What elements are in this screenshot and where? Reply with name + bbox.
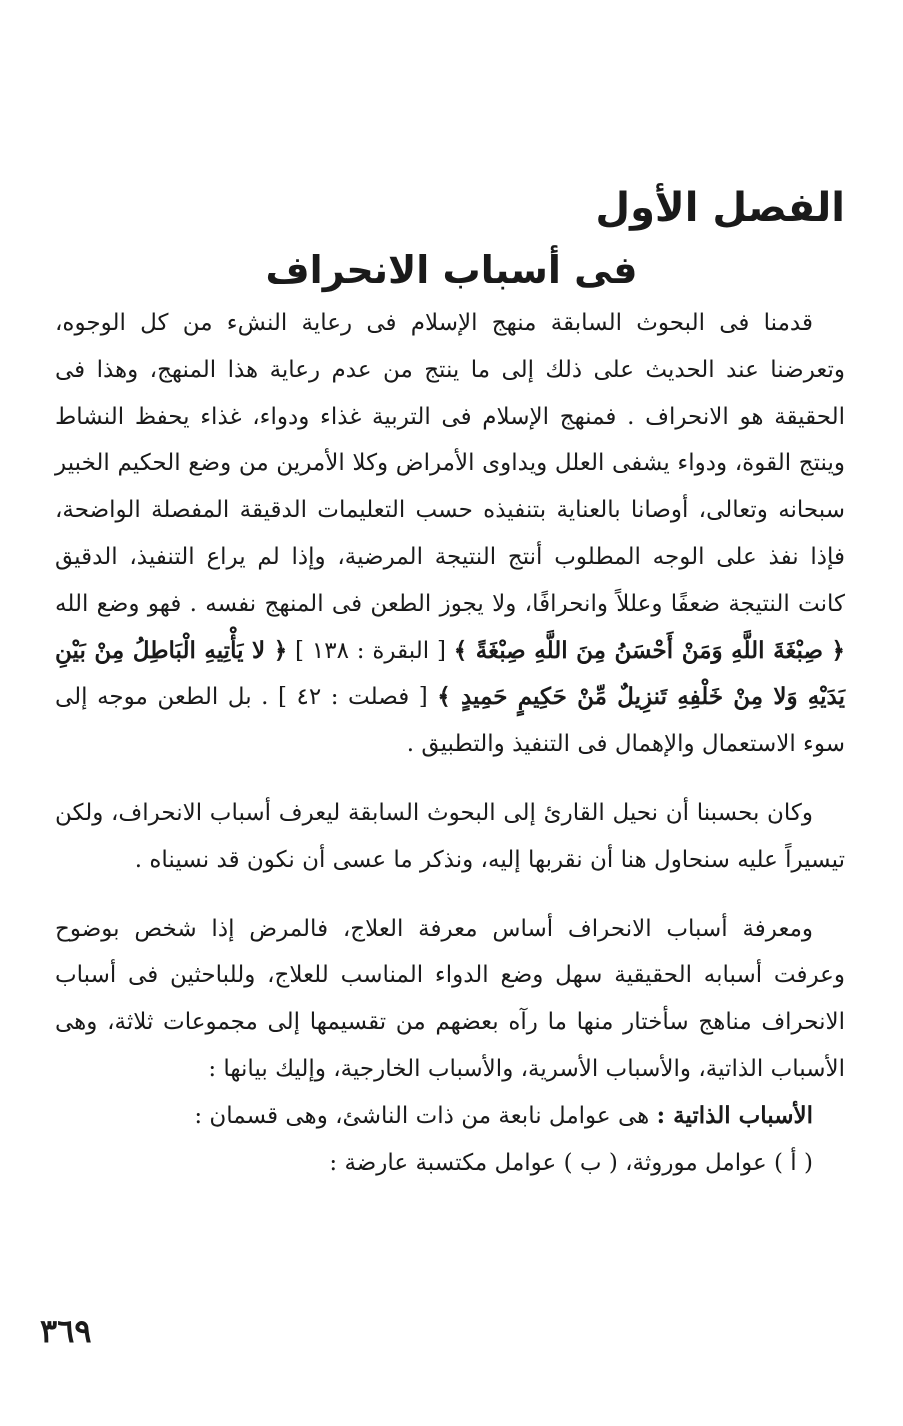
subheading-self-causes: الأسباب الذاتية : bbox=[656, 1101, 813, 1129]
paragraph-4 bbox=[55, 1093, 845, 1140]
body-text bbox=[55, 300, 845, 1186]
paragraph-1 bbox=[55, 300, 845, 768]
paragraph-3: ومعرفة أسباب الانحراف أساس معرفة العلاج، فالمرض إذا شخص بوضوح وعرفت أسبابه الحقيقية سهل وضع الدواء المناسب للعلاج، وللباحثين فى أسباب الانحراف مناهج سأختار منها ما رآه بعضهم من تقسيمها إلى مجموعات ثلاثة، وهى الأسباب الذاتية، والأسباب الأسرية، والأسباب الخارجية، وإليك بيانها : bbox=[55, 915, 845, 1082]
paragraph-2: وكان بحسبنا أن نحيل القارئ إلى البحوث السابقة ليعرف أسباب الانحراف، ولكن تيسيراً عليه سنحاول هنا أن نقربها إليه، ونذكر ما عسى أن نكون قد نسيناه . bbox=[55, 799, 845, 873]
section-title: فى أسباب الانحراف bbox=[265, 248, 638, 292]
paragraph-1-text-a: قدمنا فى البحوث السابقة منهج الإسلام فى رعاية النشء من كل الوجوه، وتعرضنا عند الحديث على ذلك إلى ما ينتج من عدم رعاية هذا المنهج، وهذا فى الحقيقة هو الانحراف . فمنهج الإسلام فى التربية غذاء ودواء، غذاء يحفظ النشاط وينتج القوة، ودواء يشفى العلل ويداوى الأمراض وكلا الأمرين من وضع الحكيم الخبير سبحانه وتعالى، أوصانا بالعناية بتنفيذه حسب التعليمات الدقيقة المفصلة الواضحة، فإذا نفذ على الوجه المطلوب أنتج النتيجة المرضية، وإذا لم يراع التنفيذ، الدقيق كانت النتيجة ضعفًا وعللاً وانحرافًا، ولا يجوز الطعن فى المنهج نفسه . فهو وضع الله bbox=[55, 310, 845, 617]
page-number: ٣٦٩ bbox=[40, 1312, 92, 1350]
citation-baqarah: [ البقرة : ١٣٨ ] bbox=[287, 637, 454, 664]
chapter-title: الفصل الأول bbox=[595, 185, 845, 231]
paragraph-1-text-c: [ فصلت : ٤٢ ] . بل الطعن موجه إلى سوء الاستعمال والإهمال فى التنفيذ والتطبيق . bbox=[55, 684, 845, 758]
quran-verse-baqarah: ﴿ صِبْغَةَ اللَّهِ وَمَنْ أَحْسَنُ مِنَ اللَّهِ صِبْغَةً ﴾ bbox=[453, 636, 845, 664]
paragraph-4-text: هى عوامل نابعة من ذات الناشئ، وهى قسمان : bbox=[194, 1102, 657, 1129]
paragraph-5: ( أ ) عوامل موروثة، ( ب ) عوامل مكتسبة عارضة : bbox=[329, 1149, 813, 1176]
quran-verse-fussilat: ﴿ لا يَأْتِيهِ الْبَاطِلُ مِنْ بَيْنِ يَدَيْهِ وَلا مِنْ خَلْفِهِ تَنزِيلٌ مِّنْ حَكِيمٍ حَمِيدٍ ﴾ bbox=[55, 636, 846, 711]
